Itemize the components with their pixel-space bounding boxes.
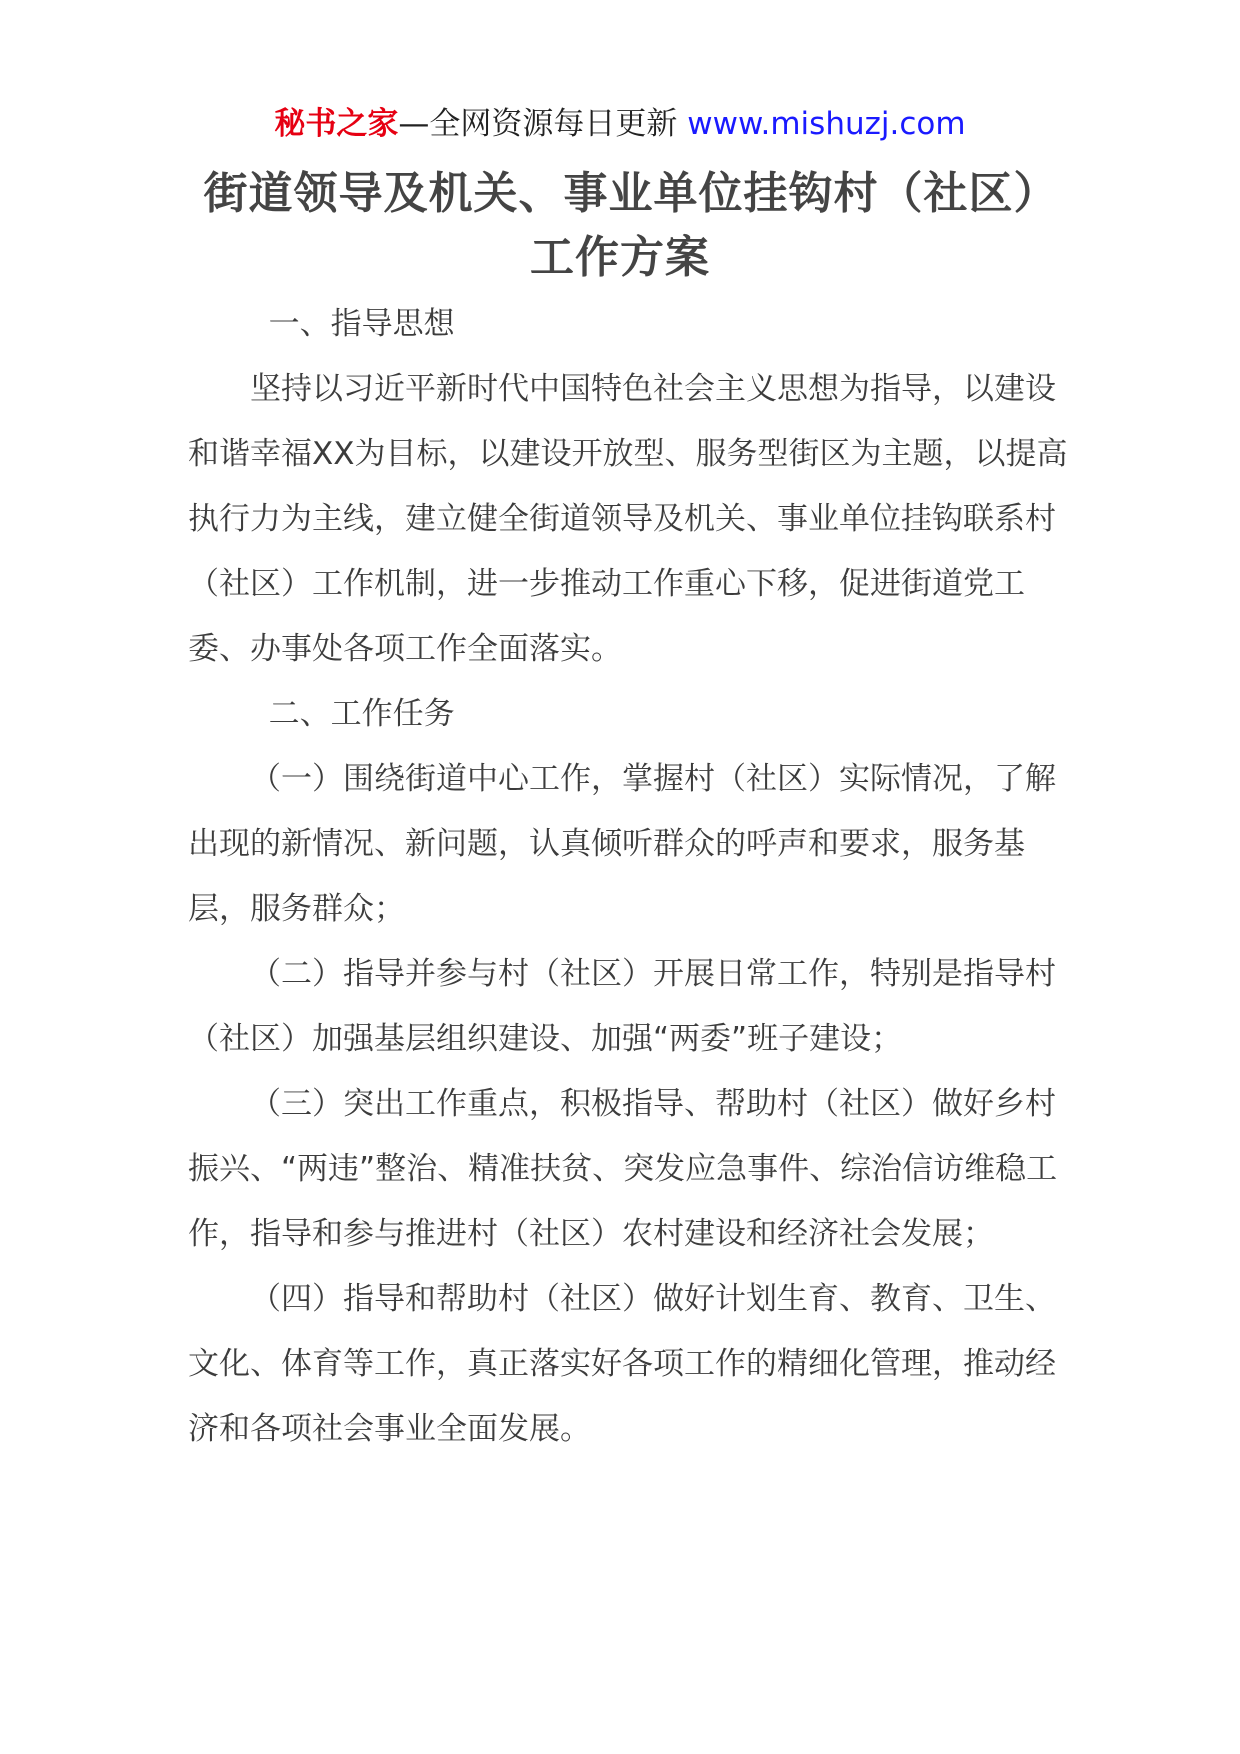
document-title: 街道领导及机关、事业单位挂钩村（社区）工作方案 [203, 168, 1037, 283]
brand-name: 秘书之家 [274, 106, 399, 142]
paragraph: （三）突出工作重点，积极指导、帮助村（社区）做好乡村振兴、“两违”整治、精准扶贫、突发应急事件、综治信访维稳工作，指导和参与推进村（社区）农村建设和经济社会发展； [188, 1086, 1058, 1252]
paragraph: （一）围绕街道中心工作，掌握村（社区）实际情况，了解出现的新情况、新问题，认真倾听群众的呼声和要求，服务基层，服务群众； [188, 761, 1056, 927]
header-url[interactable]: www.mishuzj.com [687, 106, 966, 142]
paragraph: （四）指导和帮助村（社区）做好计划生育、教育、卫生、文化、体育等工作，真正落实好各项工作的精细化管理，推动经济和各项社会事业全面发展。 [188, 1281, 1056, 1447]
document-body [188, 292, 1068, 1462]
site-header [0, 102, 1240, 146]
section-heading: 二、工作任务 [268, 696, 455, 732]
section-heading: 一、指导思想 [268, 306, 455, 342]
paragraph: 坚持以习近平新时代中国特色社会主义思想为指导，以建设和谐幸福XX为目标，以建设开放型、服务型街区为主题，以提高执行力为主线，建立健全街道领导及机关、事业单位挂钩联系村（社区）工作机制，进一步推动工作重心下移，促进街道党工委、办事处各项工作全面落实。 [188, 371, 1068, 667]
paragraph: （二）指导并参与村（社区）开展日常工作，特别是指导村（社区）加强基层组织建设、加强“两委”班子建设； [188, 956, 1056, 1057]
header-tagline: —全网资源每日更新 [398, 106, 688, 142]
